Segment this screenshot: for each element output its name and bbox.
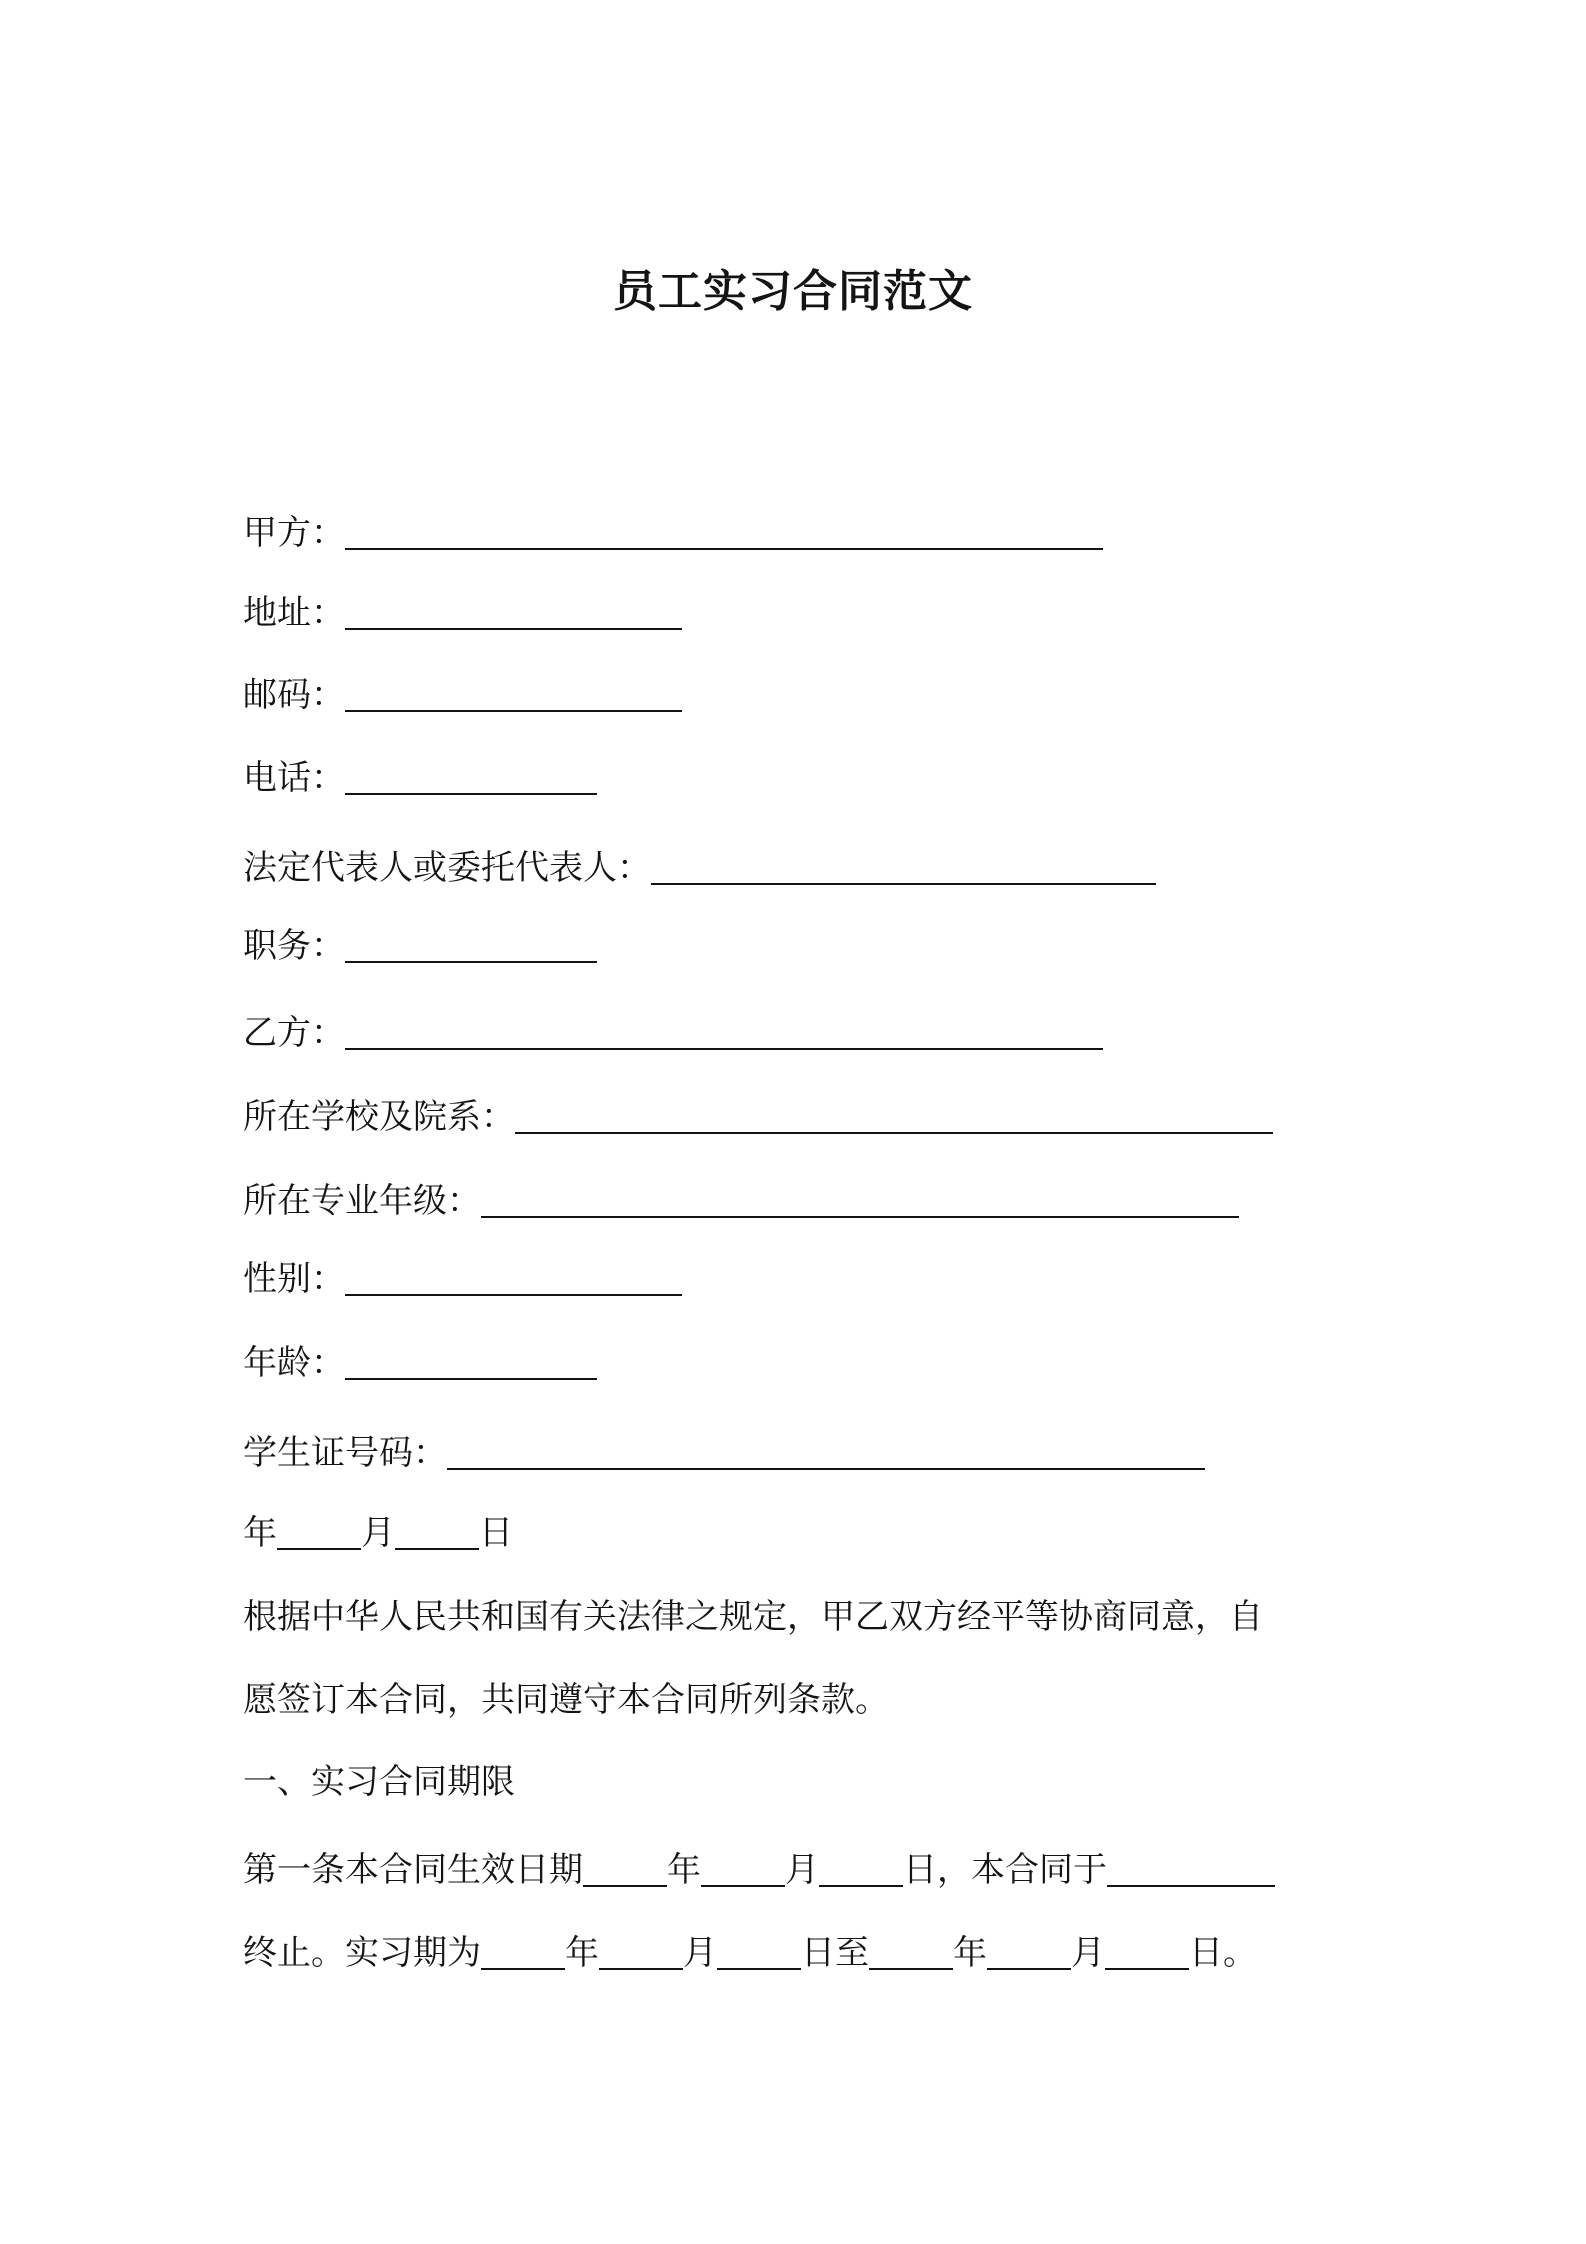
party-b-field: [243, 1010, 1103, 1056]
end-month-label: 月: [1071, 1933, 1105, 1973]
age-field: [243, 1340, 597, 1386]
end-month-blank[interactable]: [987, 1932, 1071, 1970]
student-id-field: [243, 1430, 1205, 1476]
party-b-blank[interactable]: [345, 1012, 1103, 1050]
date-month-blank[interactable]: [395, 1512, 479, 1550]
to-label: 日至: [801, 1933, 869, 1973]
article-1-start: 第一条本合同生效日期: [243, 1850, 583, 1890]
start-year-label: 年: [565, 1933, 599, 1973]
address-field: [243, 590, 682, 636]
until-label: 日，本合同于: [903, 1850, 1107, 1890]
age-blank[interactable]: [345, 1342, 597, 1380]
termination-blank[interactable]: [1107, 1849, 1275, 1887]
date-year-blank[interactable]: [277, 1512, 361, 1550]
preamble-line-1: 根据中华人民共和国有关法律之规定，甲乙双方经平等协商同意，自: [243, 1597, 1263, 1637]
party-a-field: [243, 510, 1103, 556]
address-blank[interactable]: [345, 592, 682, 630]
end-day-label: 日。: [1189, 1933, 1257, 1973]
phone-field: [243, 755, 597, 801]
effective-year-label: 年: [667, 1850, 701, 1890]
legal-rep-label: 法定代表人或委托代表人：: [243, 848, 651, 888]
legal-rep-blank[interactable]: [651, 847, 1156, 885]
start-month-label: 月: [683, 1933, 717, 1973]
position-field: [243, 923, 597, 969]
gender-blank[interactable]: [345, 1258, 682, 1296]
date-day-label: 日: [479, 1513, 513, 1553]
phone-label: 电话：: [243, 758, 345, 798]
student-id-label: 学生证号码：: [243, 1433, 447, 1473]
effective-year-blank[interactable]: [583, 1849, 667, 1887]
section-1-heading: 一、实习合同期限: [243, 1762, 515, 1802]
end-day-blank[interactable]: [1105, 1932, 1189, 1970]
end-year-label: 年: [953, 1933, 987, 1973]
effective-month-blank[interactable]: [701, 1849, 785, 1887]
document-title: 员工实习合同范文: [613, 266, 973, 317]
party-a-blank[interactable]: [345, 512, 1103, 550]
gender-label: 性别：: [243, 1259, 345, 1299]
postcode-field: [243, 672, 682, 718]
article-1-line-1: [243, 1847, 1275, 1893]
date-line: [243, 1510, 513, 1556]
school-dept-blank[interactable]: [515, 1096, 1273, 1134]
date-year-label: 年: [243, 1513, 277, 1553]
position-label: 职务：: [243, 926, 345, 966]
start-day-blank[interactable]: [717, 1932, 801, 1970]
student-id-blank[interactable]: [447, 1432, 1205, 1470]
major-grade-field: [243, 1178, 1239, 1224]
date-month-label: 月: [361, 1513, 395, 1553]
article-1-line-2: [243, 1930, 1257, 1976]
legal-rep-field: [243, 845, 1156, 891]
address-label: 地址：: [243, 593, 345, 633]
start-year-blank[interactable]: [481, 1932, 565, 1970]
effective-month-label: 月: [785, 1850, 819, 1890]
internship-period-label: 终止。实习期为: [243, 1933, 481, 1973]
position-blank[interactable]: [345, 925, 597, 963]
party-a-label: 甲方：: [243, 513, 345, 553]
postcode-blank[interactable]: [345, 674, 682, 712]
phone-blank[interactable]: [345, 757, 597, 795]
preamble-line-2: 愿签订本合同，共同遵守本合同所列条款。: [243, 1680, 889, 1720]
end-year-blank[interactable]: [869, 1932, 953, 1970]
party-b-label: 乙方：: [243, 1013, 345, 1053]
postcode-label: 邮码：: [243, 675, 345, 715]
gender-field: [243, 1256, 682, 1302]
major-grade-label: 所在专业年级：: [243, 1181, 481, 1221]
effective-day-blank[interactable]: [819, 1849, 903, 1887]
school-dept-label: 所在学校及院系：: [243, 1097, 515, 1137]
major-grade-blank[interactable]: [481, 1180, 1239, 1218]
age-label: 年龄：: [243, 1343, 345, 1383]
school-dept-field: [243, 1094, 1273, 1140]
start-month-blank[interactable]: [599, 1932, 683, 1970]
